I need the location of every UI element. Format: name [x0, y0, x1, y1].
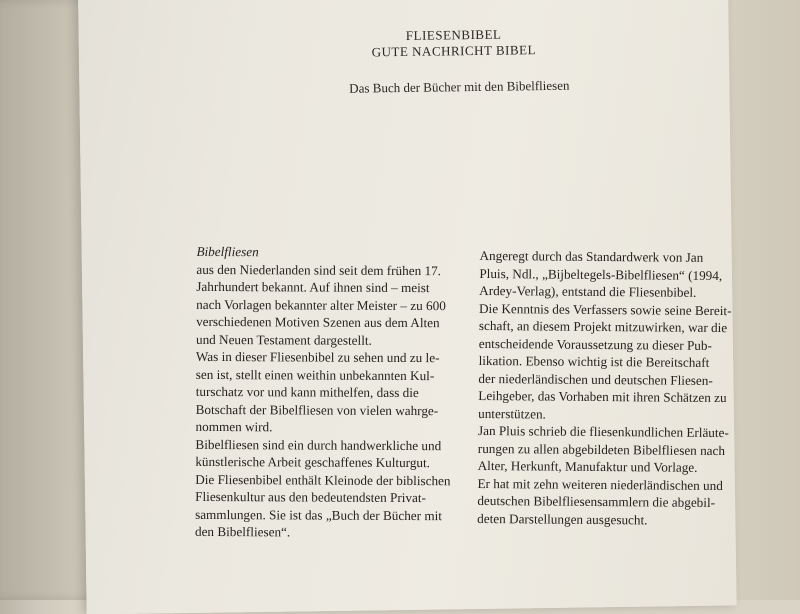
text-line: aus den Niederlanden sind seit dem frühen 17. — [196, 261, 442, 278]
text-line: rungen zu allen abgebildeten Bibelfliesen nach — [477, 440, 726, 458]
page-header — [369, 26, 539, 60]
text-line: Botschaft der Bibelfliesen von vielen wahrge- — [195, 401, 439, 418]
text-line: Er hat mit zehn weiteren niederländischen und — [477, 475, 723, 493]
text-line: sen ist, stellt einen weithin unbekannten Kul- — [195, 366, 435, 383]
text-line: deutschen Bibelfliesensammlern die abgebil- — [477, 492, 716, 511]
text-line: Die Kenntnis des Verfassers sowie seine Bereit- — [478, 300, 732, 318]
text-line: Jahrhundert bekannt. Auf ihnen sind – meist — [196, 278, 430, 296]
text-line: und Neuen Testament dargestellt. — [195, 331, 372, 348]
header-line-1: FLIESENBIBEL — [405, 26, 502, 43]
left-text-column — [195, 243, 467, 542]
text-line: entscheidende Voraussetzung zu dieser Pub- — [478, 335, 712, 353]
text-line: deten Darstellungen ausgesucht. — [477, 510, 648, 527]
page-subtitle: Das Buch der Bücher mit den Bibelfliesen — [349, 77, 570, 96]
text-line: nommen wird. — [195, 418, 273, 435]
right-text-column — [477, 247, 734, 529]
left-column-heading: Bibelfliesen — [196, 243, 259, 260]
text-line: künstlerische Arbeit geschaffenes Kulturgut. — [195, 453, 431, 471]
book-page — [78, 0, 737, 614]
text-line: Die Fliesenbibel enthält Kleinode der biblischen — [195, 471, 451, 488]
text-line: turschatz vor und kann mithelfen, dass die — [195, 383, 419, 401]
text-line: Jan Pluis schrieb die fliesenkundlichen Erläute- — [477, 422, 729, 441]
text-line: Ardey-Verlag), entstand die Fliesenbibel. — [479, 282, 697, 300]
text-line: Leihgeber, das Vorhaben mit ihren Schätzen zu — [478, 387, 727, 406]
text-line: Pluis, Ndl., „Bijbeltegels-Bibelfliesen“ (1994, — [479, 265, 723, 283]
text-line: Was in dieser Fliesenbibel zu sehen und zu le- — [195, 348, 440, 366]
text-line: verschiedenen Motiven Szenen aus dem Alten — [196, 313, 440, 331]
text-line: unterstützen. — [478, 405, 546, 422]
text-line: der niederländischen und deutschen Fliesen- — [478, 370, 713, 388]
text-line: Alter, Herkunft, Manufaktur und Vorlage. — [477, 457, 698, 475]
text-line: sammlungen. Sie ist das „Buch der Bücher mit — [195, 506, 442, 523]
text-line: Bibelfliesen sind ein durch handwerkliche und — [195, 436, 442, 453]
text-line: Angeregt durch das Standardwerk von Jan — [479, 247, 704, 265]
text-line: schaft, an diesem Projekt mitzuwirken, war die — [478, 317, 728, 336]
text-line: nach Vorlagen bekannter alter Meister – zu 600 — [196, 296, 446, 313]
header-line-2: GUTE NACHRICHT BIBEL — [371, 42, 537, 60]
text-line: den Bibelfliesen“. — [194, 523, 291, 540]
text-line: Fliesenkultur aus den bedeutendsten Privat- — [195, 488, 426, 506]
text-line: likation. Ebenso wichtig ist die Bereitschaft — [478, 352, 710, 370]
